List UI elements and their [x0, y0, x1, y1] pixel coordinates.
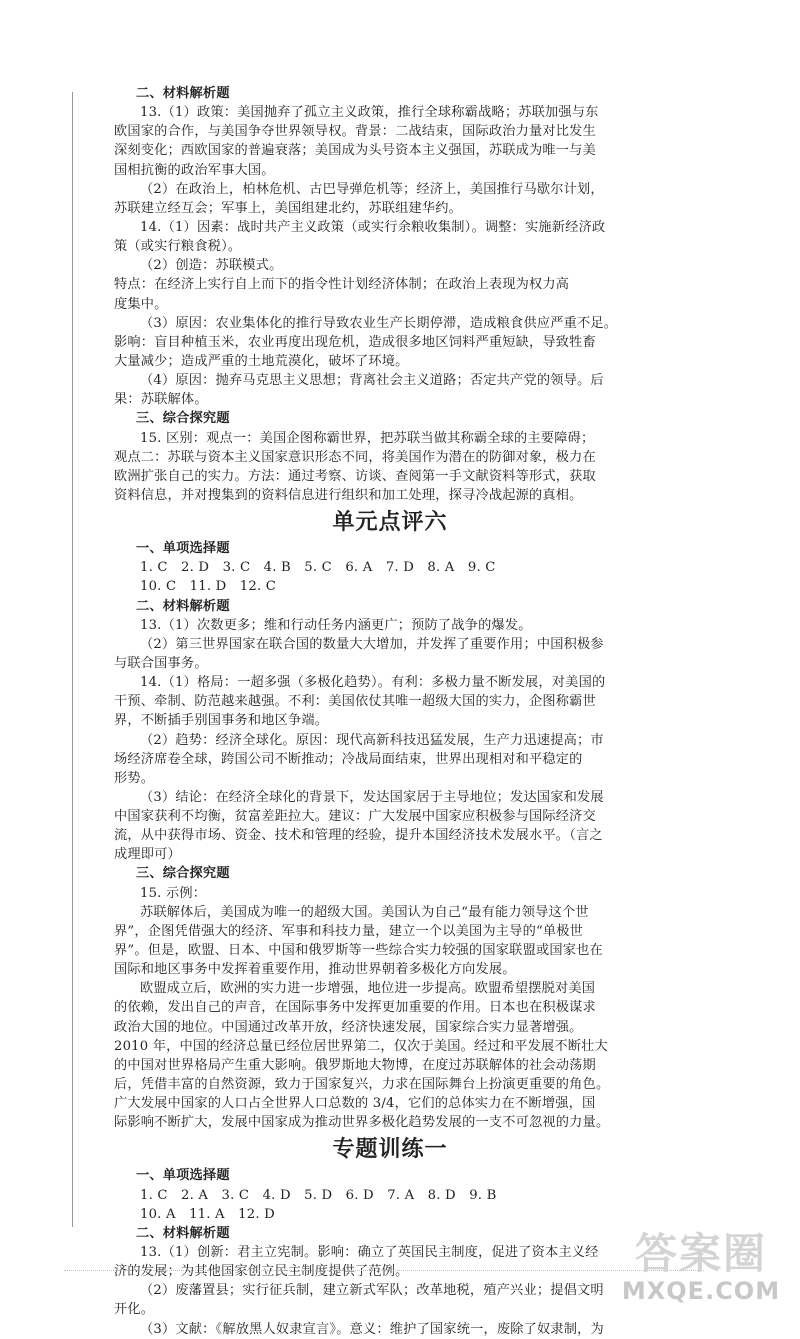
- text-line: 界，不断插手别国事务和地区争端。: [114, 713, 329, 729]
- text-line: 果：苏联解体。: [114, 392, 208, 408]
- text-line: 欧盟成立后，欧洲的实力进一步增强，地位进一步提高。欧盟希望摆脱对美国: [140, 981, 596, 997]
- text-line: 资料信息，并对搜集到的资料信息进行组织和加工处理，探寻冷战起源的真相。: [114, 487, 583, 503]
- text-line: 与联合国事务。: [114, 655, 208, 671]
- text-line: 流，从中获得市场、资金、技术和管理的经验，提升本国经济技术发展水平。（言之: [114, 828, 603, 844]
- section-heading: 三、综合探究题: [136, 411, 230, 427]
- text-line: 形势。: [114, 770, 155, 786]
- text-line: 15. 区别：观点一：美国企图称霸世界，把苏联当做其称霸全球的主要障碍；: [140, 430, 595, 446]
- text-line: 特点：在经济上实行自上而下的指令性计划经济体制；在政治上表现为权力高: [114, 277, 570, 293]
- text-line: 开化。: [114, 1302, 155, 1318]
- watermark-logo: [616, 1230, 786, 1312]
- text-line: 国际和地区事务中发挥着重要作用，推动世界朝着多极化方向发展。: [114, 962, 516, 978]
- text-line: 界”，企图凭借强大的经济、军事和科技力量，建立一个以美国为主导的“单极世: [114, 923, 584, 939]
- section-heading: 二、材料解析题: [136, 598, 230, 614]
- text-line: 影响：盲目种植玉米，农业再度出现危机，造成很多地区饲料严重短缺，导致牲畜: [114, 334, 596, 350]
- text-line: 1. C 2. D 3. C 4. B 5. C 6. A 7. D 8. A 9. C: [140, 560, 496, 576]
- text-line: 的依赖，发出自己的声音，在国际事务中发挥更加重要的作用。日本也在积极谋求: [114, 1000, 596, 1016]
- text-line: 2010 年，中国的经济总量已经位居世界第二，仅次于美国。经过和平发展不断壮大: [114, 1038, 608, 1054]
- watermark-latin: MXQE.COM: [621, 1277, 781, 1305]
- text-line: 的中国对世界格局产生重大影响。俄罗斯地大物博，在度过苏联解体的社会动荡期: [114, 1057, 596, 1073]
- text-line: （2）在政治上，柏林危机、古巴导弹危机等；经济上，美国推行马歇尔计划，: [140, 181, 604, 197]
- text-line: （2）趋势：经济全球化。原因：现代高新科技迅猛发展，生产力迅速提高；市: [140, 732, 604, 748]
- text-line: （2）创造：苏联模式。: [140, 258, 283, 274]
- text-line: 13.（1）政策：美国抛弃了孤立主义政策，推行全球称霸战略；苏联加强与东: [140, 105, 599, 121]
- text-line: 后，凭借丰富的自然资源，致力于国家复兴，力求在国际舞台上扮演更重要的角色。: [114, 1077, 610, 1093]
- text-line: 深刻变化；西欧国家的普遍衰落；美国成为头号资本主义强国，苏联成为唯一与美: [114, 143, 596, 159]
- text-line: 10. A 11. A 12. D: [140, 1206, 275, 1222]
- section-heading: 一、单项选择题: [136, 1168, 230, 1184]
- section-heading: 一、单项选择题: [136, 541, 230, 557]
- text-line: （3）原因：农业集体化的推行导致农业生产长期停滞，造成粮食供应严重不足。: [140, 315, 618, 331]
- section-heading: 二、材料解析题: [136, 86, 230, 101]
- text-line: 14.（1）格局：一超多强（多极化趋势）。有利：多极力量不断发展，对美国的: [140, 675, 606, 691]
- text-line: 场经济席卷全球，跨国公司不断推动；冷战局面结束，世界出现相对和平稳定的: [114, 751, 583, 767]
- unit-title: 单元点评六: [332, 509, 448, 536]
- text-line: 策（或实行粮食税）。: [114, 239, 242, 255]
- text-line: 13.（1）创新：君主立宪制。影响：确立了英国民主制度，促进了资本主义经: [140, 1245, 599, 1261]
- bottom-dotted-rule: [64, 1270, 704, 1271]
- text-line: 欧国家的合作，与美国争夺世界领导权。背景：二战结束，国际政治力量对比发生: [114, 124, 596, 140]
- watermark-chinese: 答案圈: [634, 1229, 767, 1278]
- text-line: 14.（1）因素：战时共产主义政策（或实行余粮收集制）。调整：实施新经济政: [140, 219, 606, 235]
- text-line: 济的发展；为其他国家创立民主制度提供了范例。: [114, 1264, 409, 1280]
- text-line: 成理即可）: [114, 847, 181, 863]
- margin-rule: [72, 92, 73, 1227]
- text-line: （2）第三世界国家在联合国的数量大大增加，并发挥了重要作用；中国积极参: [140, 636, 604, 652]
- text-line: 广大发展中国家的人口占全世界人口总数的 3/4，它们的总体实力在不断增强，国: [114, 1096, 596, 1112]
- unit-title: 专题训练一: [332, 1136, 448, 1163]
- text-line: 13.（1）次数更多；维和行动任务内涵更广；预防了战争的爆发。: [140, 617, 532, 633]
- text-line: 国相抗衡的政治军事大国。: [114, 162, 275, 178]
- text-line: 苏联解体后，美国成为唯一的超级大国。美国认为自己“最有能力领导这个世: [140, 904, 589, 920]
- text-line: 苏联建立经互会；军事上，美国组建北约，苏联组建华约。: [114, 200, 463, 216]
- text-line: 际影响不断扩大，发展中国家成为推动世界多极化趋势发展的一支不可忽视的力量。: [114, 1115, 610, 1131]
- text-line: 政治大国的地位。中国通过改革开放，经济快速发展，国家综合实力显著增强。: [114, 1019, 583, 1035]
- text-line: 中国家获利不均衡，贫富差距拉大。建议：广大发展中国家应积极参与国际经济交: [114, 809, 596, 825]
- text-line: 度集中。: [114, 296, 168, 312]
- text-line: 大量减少；造成严重的土地荒漠化，破坏了环境。: [114, 353, 409, 369]
- text-line: （3）结论：在经济全球化的背景下，发达国家居于主导地位；发达国家和发展: [140, 789, 604, 805]
- text-line: 1. C 2. A 3. C 4. D 5. D 6. D 7. A 8. D 9. B: [140, 1187, 497, 1203]
- text-line: 15. 示例：: [140, 885, 207, 901]
- text-line: 界”。但是，欧盟、日本、中国和俄罗斯等一些综合实力较强的国家联盟或国家也在: [114, 943, 603, 959]
- text-line: （4）原因：抛弃马克思主义思想；背离社会主义道路；否定共产党的领导。后: [140, 373, 604, 389]
- text-line: （3）文献：《解放黑人奴隶宣言》。意义：维护了国家统一，废除了奴隶制，为: [140, 1321, 604, 1337]
- text-line: 10. C 11. D 12. C: [140, 579, 277, 595]
- text-line: 观点二：苏联与资本主义国家意识形态不同，将美国作为潜在的防御对象，极力在: [114, 449, 596, 465]
- text-line: （2）废藩置县；实行征兵制，建立新式军队；改革地税，殖产兴业；提倡文明: [140, 1283, 604, 1299]
- section-heading: 二、材料解析题: [136, 1225, 230, 1241]
- section-heading: 三、综合探究题: [136, 866, 230, 882]
- text-line: 欧洲扩张自己的实力。方法：通过考察、访谈、查阅第一手文献资料等形式，获取: [114, 468, 596, 484]
- text-line: 干预、牵制、防范越来越强。不利：美国依仗其唯一超级大国的实力，企图称霸世: [114, 694, 596, 710]
- answer-key-text: [114, 84, 666, 1339]
